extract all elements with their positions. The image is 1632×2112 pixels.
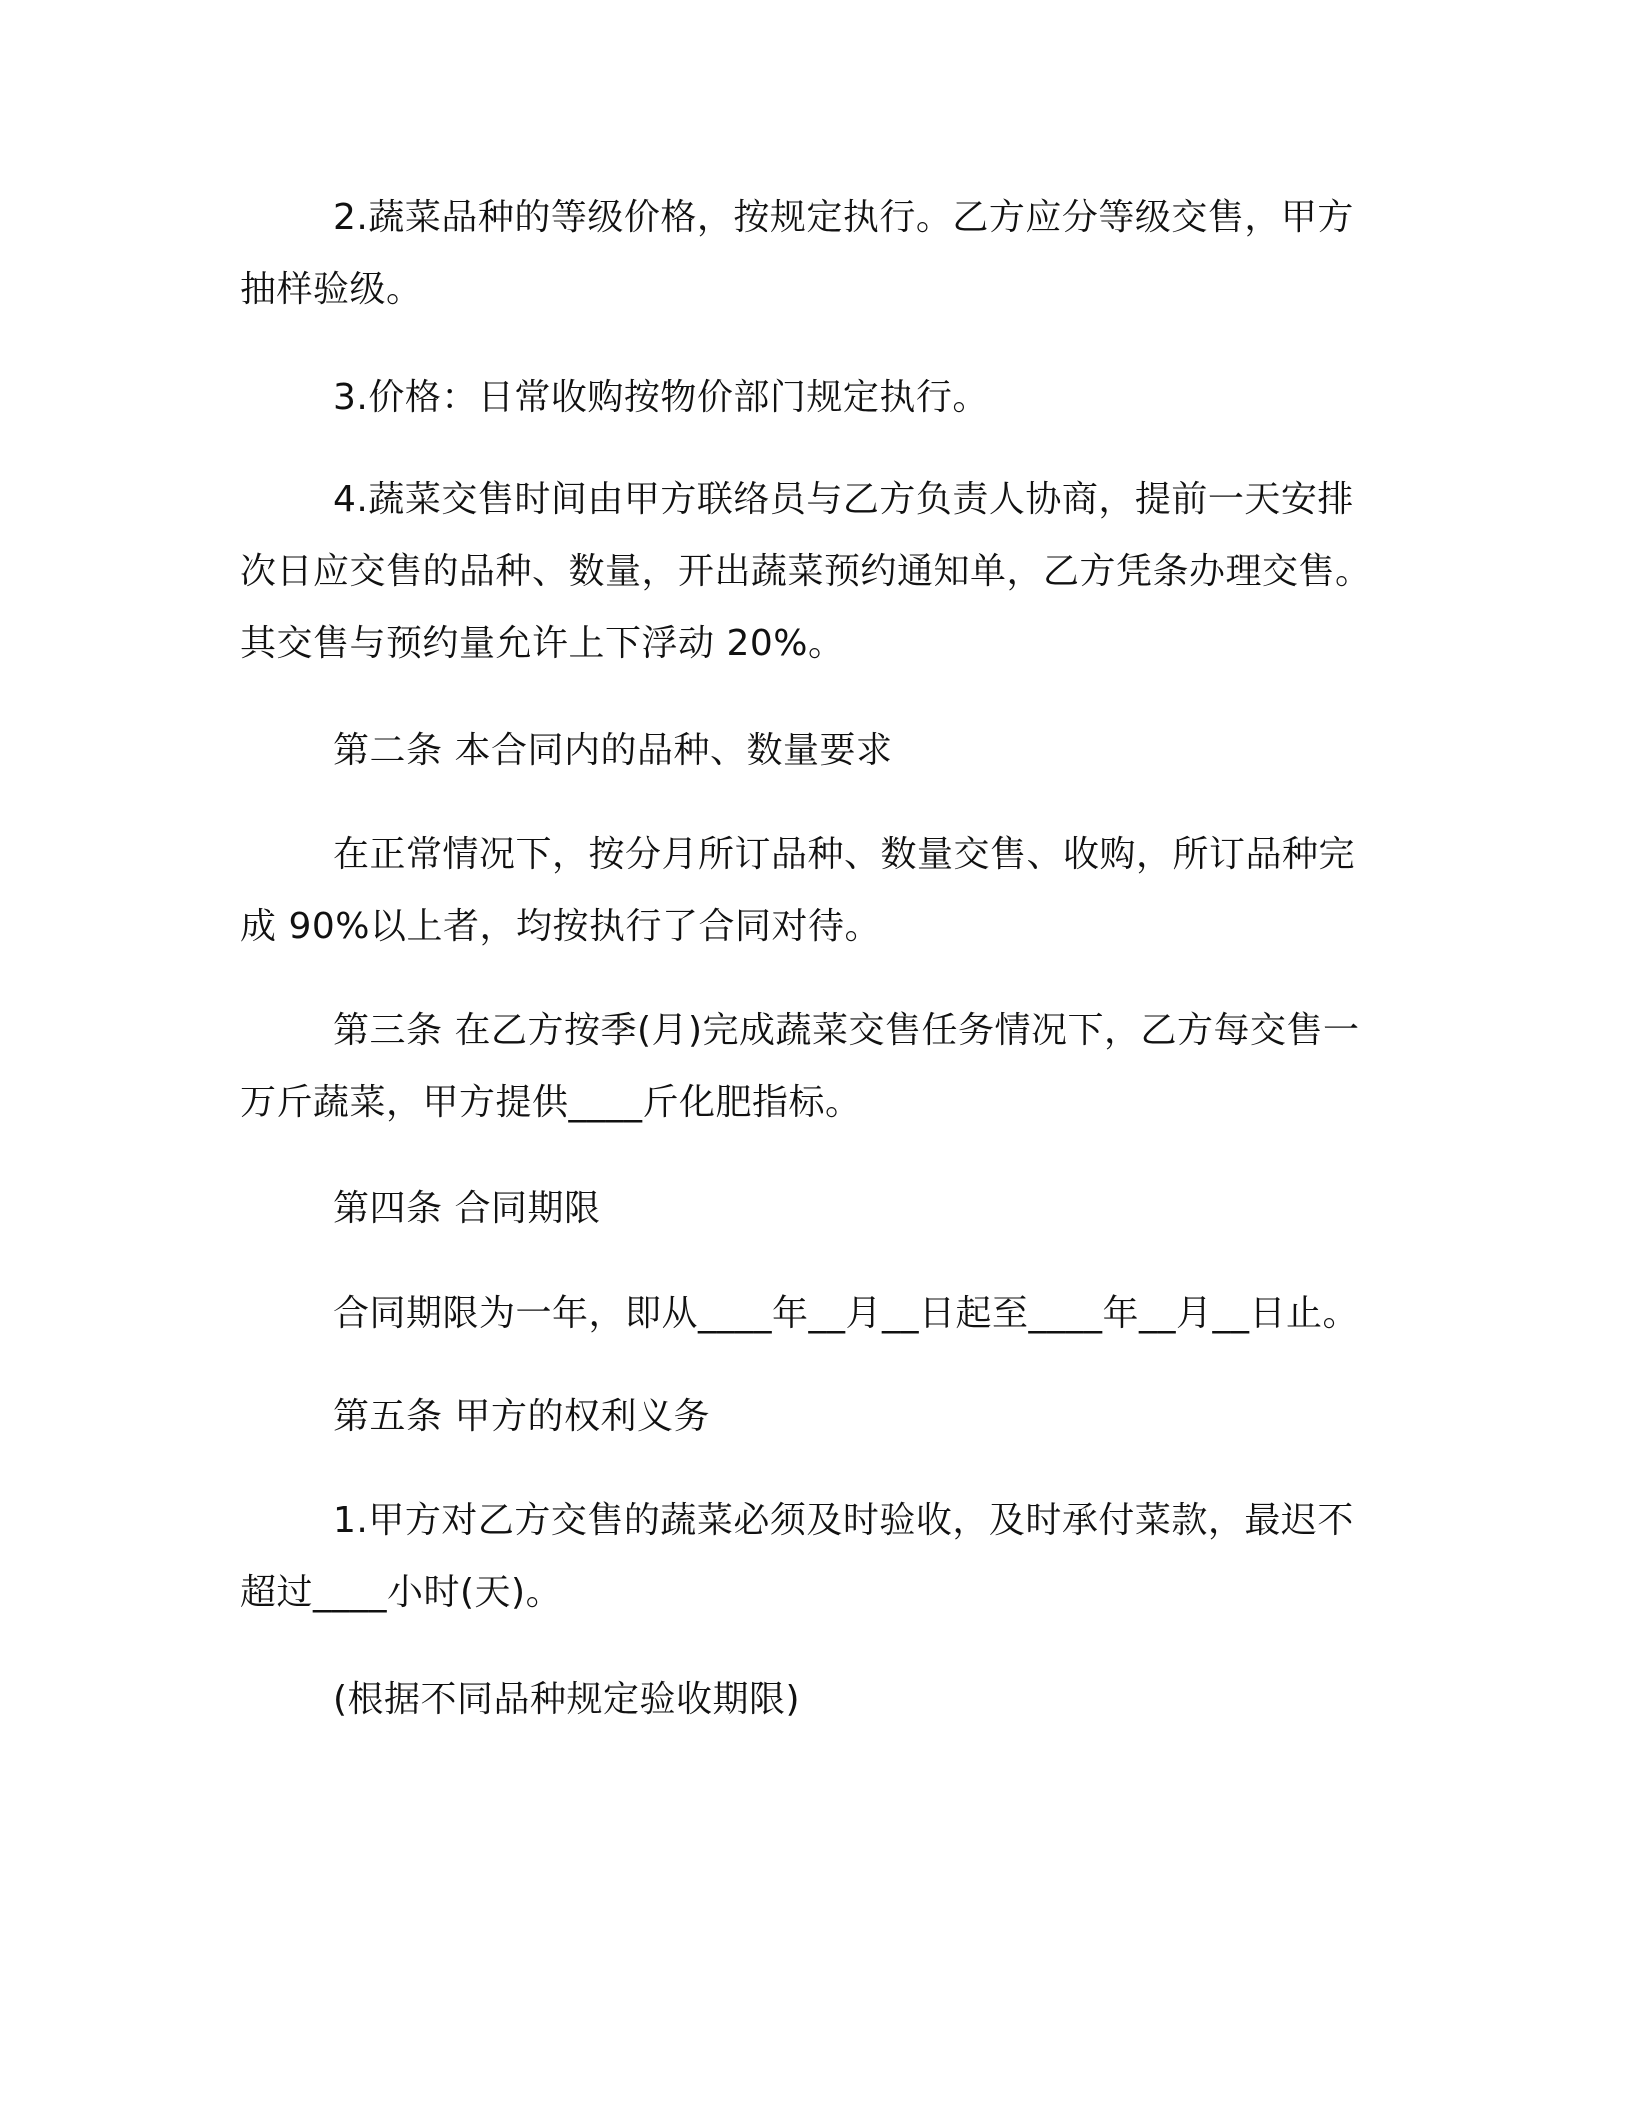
article-2-body-line-2: 成 90%以上者，均按执行了合同对待。 <box>240 906 881 947</box>
article-5-item-1-line-2: 超过____小时(天)。 <box>240 1572 563 1613</box>
clause-4-line-2: 次日应交售的品种、数量，开出蔬菜预约通知单，乙方凭条办理交售。 <box>240 551 1372 592</box>
article-4-body: 合同期限为一年，即从____年__月__日起至____年__月__日止。 <box>333 1293 1360 1334</box>
article-2-heading: 第二条 本合同内的品种、数量要求 <box>333 730 893 771</box>
clause-4-line-3: 其交售与预约量允许上下浮动 20%。 <box>240 623 845 664</box>
clause-3-price: 3.价格：日常收购按物价部门规定执行。 <box>333 377 989 418</box>
clause-4-line-1: 4.蔬菜交售时间由甲方联络员与乙方负责人协商，提前一天安排 <box>333 479 1354 520</box>
article-3-line-2: 万斤蔬菜，甲方提供____斤化肥指标。 <box>240 1082 862 1123</box>
clause-2-line-2: 抽样验级。 <box>240 269 423 310</box>
article-2-body-line-1: 在正常情况下，按分月所订品种、数量交售、收购，所订品种完 <box>333 834 1356 875</box>
article-5-note: (根据不同品种规定验收期限) <box>333 1679 801 1720</box>
article-4-heading: 第四条 合同期限 <box>333 1188 601 1229</box>
article-5-item-1-line-1: 1.甲方对乙方交售的蔬菜必须及时验收，及时承付菜款，最迟不 <box>333 1500 1354 1541</box>
clause-2-line-1: 2.蔬菜品种的等级价格，按规定执行。乙方应分等级交售，甲方 <box>333 197 1354 238</box>
article-5-heading: 第五条 甲方的权利义务 <box>333 1396 710 1437</box>
article-3-line-1: 第三条 在乙方按季(月)完成蔬菜交售任务情况下，乙方每交售一 <box>333 1010 1360 1051</box>
